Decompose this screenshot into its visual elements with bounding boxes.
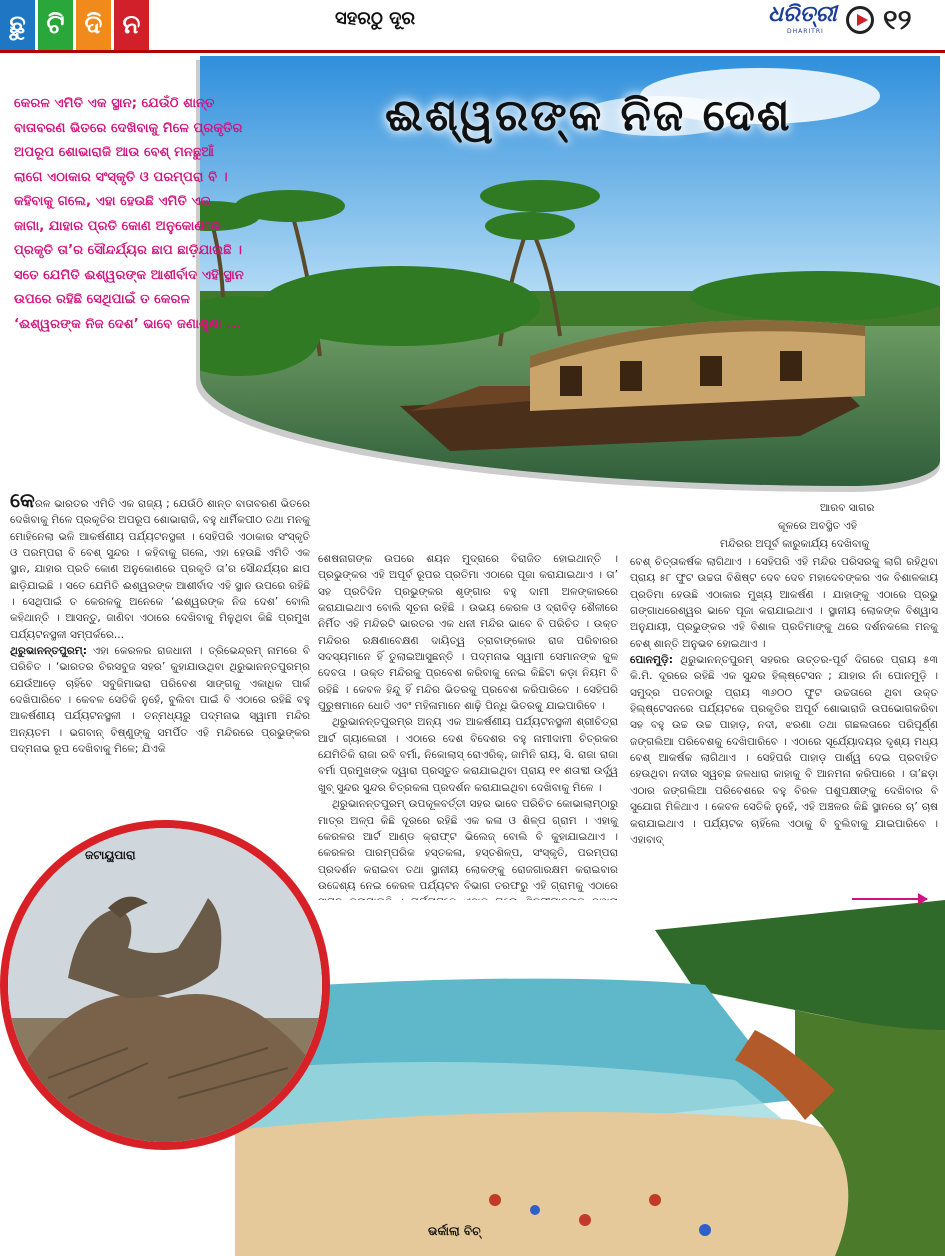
col1-text1: ରଳ ଭାରତର ଏମିତି ଏକ ରାଜ୍ୟ ; ଯେଉଁଠି ଶାନ୍ତ ବାତାବରଣ ଭିତରେ ଦେଖିବାକୁ ମିଳେ ପ୍ରକୃତିର ଅପରୂପ ଶୋଭାରାଜି, ବହୁ ଧାର୍ମିକପୀଠ ତଥା ମନକୁ ମୋହିନେଲା ଭଳି ଆକର୍ଷଣୀୟ ପର୍ଯ୍ୟଟନସ୍ଥଳୀ । ସେହିପରି ଏଠାକାର ସଂସ୍କୃତି ଓ ପରମ୍ପରା ବି ବେଶ୍ ସୁନ୍ଦର । କହିବାକୁ ଗଲେ, ଏହା ହେଉଛି ଏମିତି ଏକ ସ୍ଥାନ, ଯାହାର ପ୍ରତି କୋଣ ଅନୁକୋଣରେ ପ୍ରକୃତି ତା’ର ସୌନ୍ଦର୍ଯ୍ୟର ଛାପ ଛାଡ଼ିଯାଇଛି । ସତେ ଯେମିତି ଈଶ୍ୱରଙ୍କ ଆଶୀର୍ବାଦ ଏହି ସ୍ଥାନ ଉପରେ ରହିଛି । ସେଥିପାଇଁ ତ କେରଳକୁ ଅନେକେ ‘ଈଶ୍ୱରଙ୍କ ନିଜ ଦେଶ’ ବୋଲି କହିଥାନ୍ତି । ଆସନ୍ତୁ, ଜାଣିବା ଏଠାରେ ଦେଖିବାକୁ ମିଳୁଥିବା କିଛି ପ୍ରମୁଖ ପର୍ଯ୍ୟଟନସ୍ଥଳୀ ସମ୍ପର୍କରେ... bbox=[10, 498, 310, 641]
beach-caption: ଭର୍କାଲା ବିଚ୍ bbox=[428, 1224, 481, 1238]
col3-lead: ପୋନମୁଡ଼ି: bbox=[630, 654, 673, 667]
col2-para3: ଥିରୁଭାନନ୍ତପୁରମ୍ ଉପକୂଳବର୍ତ୍ତୀ ସହର ଭାବେ ପରିଚିତ କୋଭାଲାମ୍‌ଠାରୁ ମାତ୍ର ଅଳ୍ପ କିଛି ଦୂରରେ ରହିଛି ଏକ କଳା ଓ ଶିଳ୍ପ ଗ୍ରାମ । ଏହାକୁ କେରଳର ଆର୍ଟ ଆଣ୍ଡ କ୍ରାଫ୍ଟ ଭିଲେଜ୍ ବୋଲି ବି କୁହାଯାଇଥାଏ । କେରଳର ପାରମ୍ପରିକ ହସ୍ତକଳା, ହସ୍ତଶିଳ୍ପ, ସଂସ୍କୃତି, ପରମ୍ପରା ପ୍ରଦର୍ଶନ କରାଇବା ତଥା ସ୍ଥାନୀୟ ଲୋକଙ୍କୁ ରୋଜଗାରକ୍ଷମ କରାଇବାର ଉଦ୍ଦେଶ୍ୟ ନେଇ କେରଳ ପର୍ଯ୍ୟଟନ ବିଭାଗ ତରଫରୁ ଏହି ଗ୍ରାମକୁ ଏଠାରେ bbox=[318, 798, 618, 892]
jatayu-photo bbox=[0, 820, 330, 1150]
col1-lead: ଥିରୁଭାନନ୍ତପୁରମ୍: bbox=[10, 645, 87, 658]
column-3-lead3: ମନ୍ଦିରର ଅପୂର୍ବ କାରୁକାର୍ଯ୍ୟ ଦେଖିବାକୁ bbox=[720, 538, 870, 550]
column-1 bbox=[10, 488, 310, 758]
brand-letter-2: ଟି bbox=[38, 0, 73, 50]
drop-cap: କେ bbox=[10, 488, 35, 512]
col1-para1 bbox=[10, 488, 310, 643]
brand-letter-3: ଦି bbox=[76, 0, 111, 50]
col1-text2: ଏହା କେରଳର ରାଜଧାନୀ । ତ୍ରିଭେନ୍ଦ୍ରମ୍ ନାମରେ ବି ପରିଚିତ । ‘ଭାରତର ଚିରସବୁଜ ସହର’ କୁହାଯାଉଥିବା ଥିରୁଭାନନ୍ତପୁରମ୍‌ର ଯେଉଁଆଡ଼େ ଚାହିଁବେ ସବୁଜିମାଭରା ପରିବେଶ ସାଙ୍ଗକୁ ଏକାଧିକ ପାର୍କ ଦେଖିପାରିବେ । କେବଳ ସେତିକି ନୁହେଁ, ବୁଲିବା ପାଇଁ ବି ଏଠାରେ ରହିଛି ବହୁ ଆକର୍ଷଣୀୟ ପର୍ଯ୍ୟଟନସ୍ଥଳୀ । ତନ୍ମଧ୍ୟରୁ ପଦ୍ମନାଭ ସ୍ୱାମୀ ମନ୍ଦିର ଅନ୍ୟତମ । ଭଗବାନ୍ ବିଷ୍ଣୁଙ୍କୁ ସମର୍ପିତ ଏହି ମନ୍ଦିରରେ ପ୍ରଭୁଙ୍କର ପଦ୍ମନାଭ ରୂପ ଦେଖିବାକୁ ମିଳେ; ଯିଏକି bbox=[10, 645, 310, 756]
section-brand bbox=[0, 0, 149, 50]
column-3-lead1: ଆରବ ସାଗର bbox=[820, 502, 875, 514]
column-3 bbox=[630, 554, 938, 848]
col1-para2 bbox=[10, 643, 310, 757]
masthead-logo: ଧରିତ୍ରୀ bbox=[768, 2, 837, 27]
intro-text: କେରଳ ଏମିତି ଏକ ସ୍ଥାନ; ଯେଉଁଠି ଶାନ୍ତ ବାତାବରଣ ଭିତରେ ଦେଖିବାକୁ ମିଳେ ପ୍ରକୃତିର ଅପରୂପ ଶୋଭାରାଜି ଆଉ ବେଶ୍ ମନଛୁଆଁ ଲାଗେ ଏଠାକାର ସଂସ୍କୃତି ଓ ପରମ୍ପରା ବି । କହିବାକୁ ଗଲେ, ଏହା ହେଉଛି ଏମିତି ଏକ ଜାଗା, ଯାହାର ପ୍ରତି କୋଣ ଅନୁକୋଣରେ ପ୍ରକୃତି ତା’ର ସୌନ୍ଦର୍ଯ୍ୟର ଛାପ ଛାଡ଼ିଯାଇଛି । ସତେ ଯେମିତି ଈଶ୍ୱରଙ୍କ ଆଶୀର୍ବାଦ ଏହି ସ୍ଥାନ ଉପରେ ରହିଛି ସେଥିପାଇଁ ତ କେରଳ ‘ଈଶ୍ୱରଙ୍କ ନିଜ ଦେଶ’ ଭାବେ ଜଣାଶୁଣା ... bbox=[14, 96, 244, 332]
column-3-lead2: କୂଳରେ ଅବସ୍ଥିତ ଏହି bbox=[778, 520, 858, 532]
jatayu-illustration bbox=[8, 828, 322, 1142]
beach-illustration bbox=[235, 900, 945, 1256]
col3-text2: ଥିରୁଭାନନ୍ତପୁରମ୍ ସହରର ଉତ୍ତର-ପୂର୍ବ ଦିଗରେ ପ୍ରାୟ ୫୩ କି.ମି. ଦୂରରେ ରହିଛି ଏକ ସୁନ୍ଦର ହିଲ୍‌ଷ୍ଟେସନ ; ଯାହାର ନାଁ ପୋନମୁଡ଼ି । ସମୁଦ୍ର ପତନଠାରୁ ପ୍ରାୟ ୩୬୦୦ ଫୁଟ ଉଚ୍ଚତାରେ ଥିବା ଉକ୍ତ ହିଲ୍‌ଷ୍ଟେସନରେ ପର୍ଯ୍ୟଟକେ ପ୍ରକୃତିର ଅପୂର୍ବ ଶୋଭାରାଜି ଉପଭୋଗକରିବା ସହ ବହୁ ଉଚ୍ଚ ଉଚ୍ଚ ପାହାଡ଼, ନଦୀ, ଝରଣା ତଥା ଗଛଲତାରେ ପରିପୂର୍ଣ୍ଣ ଜଙ୍ଗଲିଆ ପରିବେଶକୁ ଦେଖିପାରିବେ । ଏଠାରେ ସୂର୍ଯ୍ୟୋଦୟର ଦୃଶ୍ୟ ମଧ୍ୟ ବେଶ୍ ଆକର୍ଷକ ଲାଗିଥାଏ । ସେହିପରି ପାହାଡ଼ ପାର୍ଶ୍ୱ ଦେଇ ପ୍ରବାହିତ ହେଉଥିବା ନଦୀର ସ୍ୱଚ୍ଛ ଜଳଧାରା କାହାକୁ ବି ଆନମନା କରିପାରେ । ତା’ଛଡ଼ା ଏଠାର ଜଙ୍ଗଲିଆ ପରିବେଶରେ ବହୁ ବିରଳ ପଶୁପକ୍ଷୀଙ୍କୁ ଦେଖିବାର ବି ସୁଯୋଗ ମିଳିଥାଏ । କେବଳ ସେତିକି ନୁହେଁ, ଏହି ଅଞ୍ଚଳର କିଛି ସ୍ଥାନରେ ଚା’ ଚାଷ କରାଯାଇଥାଏ । ପର୍ଯ୍ୟଟକ ଚାହିଁଲେ ଏଠାକୁ ବି ବୁଲିବାକୁ ଯାଇପାରିବେ । ଏହାବାଦ୍ bbox=[630, 654, 938, 846]
header-rule bbox=[0, 50, 945, 53]
col3-para2 bbox=[630, 652, 938, 848]
col2-para1: ଶେଷନାଗଙ୍କ ଉପରେ ଶୟନ ମୁଦ୍ରାରେ ବିରାଜିତ ହୋଇଥାନ୍ତି । ପ୍ରଭୁଙ୍କର ଏହି ଅପୂର୍ବ ରୂପର ପ୍ରତିମା ଏଠାରେ ପୂଜା କରାଯାଇଥାଏ । ତା’ ସହ ପ୍ରତିଦିନ ପ୍ରଭୁଙ୍କର ଶୃଙ୍ଗାର ବହୁ ଦାମୀ ଅଳଙ୍କାରରେ କରାଯାଇଥାଏ ବୋଲି ସୂଚନା ରହିଛି । ଉଭୟ କେରଳ ଓ ଦ୍ରାବିଡ଼ ଶୈଳୀରେ ନିର୍ମିତ ଏହି ମନ୍ଦିରଟି ଭାରତର ଏକ ଧନୀ ମନ୍ଦିର ଭାବେ ବି ପରିଚିତ । ଉକ୍ତ ମନ୍ଦିରର ରକ୍ଷଣାବେକ୍ଷଣ ଦାୟିତ୍ୱ ତ୍ରାବାଙ୍କୋର ରାଜ ପରିବାରର ସଦସ୍ୟମାନେ ହିଁ ତୁଲାଇଆସୁଛନ୍ତି । ପଦ୍ମନାଭ ସ୍ୱାମୀ ସେମାନଙ୍କ କୁଳ ଦେବତା । ଉକ୍ତ ମନ୍ଦିରକୁ ପ୍ରବେଶ କରିବାକୁ ନେଇ କିଛିଟା କଡ଼ା ନିୟମ ବି ରହିଛି । କେବଳ ହିନ୍ଦୁ ହିଁ ମନ୍ଦିର ଭିତରକୁ ପ୍ରବେଶ କରିପାରିବେ । ସେହିପରି ପୁରୁଷମାନେ ଧୋତି ଏବଂ ମହିଳାମାନେ ଶାଢ଼ି ପିନ୍ଧି ଭିତରକୁ ଯାଇପାରିବେ । bbox=[318, 553, 618, 713]
masthead-sub: DHARITRI bbox=[787, 28, 824, 35]
col2-para2: ଥିରୁଭାନନ୍ତପୁରମ୍‌ର ଅନ୍ୟ ଏକ ଆକର୍ଷଣୀୟ ପର୍ଯ୍ୟଟନସ୍ଥଳୀ ଶ୍ରୀଚିତ୍ରା ଆର୍ଟ ଗ୍ୟାଲେରୀ । ଏଠାରେ ଦେଶ ବିଦେଶର ବହୁ ନାମୀଦାମୀ ଚିତ୍ରକର ଯେମିତିକି ରାଜା ରବି ବର୍ମା, ନିକୋଲାସ୍ ରୋଏରିକ୍, ଜାମିନି ରାୟ, ସି. ରାଜା ରାଜା ବର୍ମା ପ୍ରମୁଖଙ୍କ ଦ୍ୱାରା ପ୍ରସ୍ତୁତ କରାଯାଇଥିବା ପ୍ରାୟ ୧୧ ଶତାବ୍ଦୀ ଉର୍ଦ୍ଧ୍ୱ ଖୁବ୍ ସୁନ୍ଦର ସୁନ୍ଦର ଚିତ୍ରକଳା ପ୍ରଦର୍ଶନ କରାଯାଇଥିବା ଦେଖିବାକୁ ମିଳେ । bbox=[318, 716, 618, 794]
varkala-beach-photo bbox=[235, 900, 945, 1256]
page-number: ୧୨ bbox=[883, 3, 912, 36]
brand-letter-1: ଛୁ bbox=[0, 0, 35, 50]
jatayu-caption: ଜଟାୟୁପାରା bbox=[85, 848, 136, 862]
col3-para1: ବେଶ୍ ଚିତ୍ତାକର୍ଷକ ଲାଗିଥାଏ । ସେହିପରି ଏହି ମନ୍ଦିର ପରିସରକୁ ଲାଗି ରହିଥିବା ପ୍ରାୟ ୫୮ ଫୁଟ ଉଚ୍ଚତା ବିଶିଷ୍ଟ ଦେବ ଦେବ ମହାଦେବଙ୍କର ଏକ ବିଶାଳକାୟ ପ୍ରତିମା ହେଉଛି ଏଠାକାର ମୁଖ୍ୟ ଆକର୍ଷଣ । ଯାହାଙ୍କୁ ଏଠାରେ ପ୍ରଭୁ ଗଙ୍ଗାଧରେଶ୍ୱର ଭାବେ ପୂଜା କରାଯାଇଥାଏ । ସ୍ଥାନୀୟ ଲୋକଙ୍କ ବିଶ୍ୱାସ ଅନୁଯାୟୀ, ପ୍ରଭୁଙ୍କର ଏହି ବିଶାଳ ପ୍ରତିମାଙ୍କୁ ଥରେ ଦର୍ଶନକଲେ ମନକୁ ବେଶ୍ ଶାନ୍ତି ଅନୁଭବ ହୋଇଥାଏ । bbox=[630, 556, 938, 650]
brand-letter-4: ନ bbox=[114, 0, 149, 50]
headline: ଈଶ୍ୱରଙ୍କ ନିଜ ଦେଶ bbox=[385, 90, 792, 141]
play-icon bbox=[846, 6, 874, 34]
continue-arrow-icon bbox=[852, 898, 927, 900]
section-title: ସହରଠୁ ଦୂର bbox=[335, 8, 416, 29]
